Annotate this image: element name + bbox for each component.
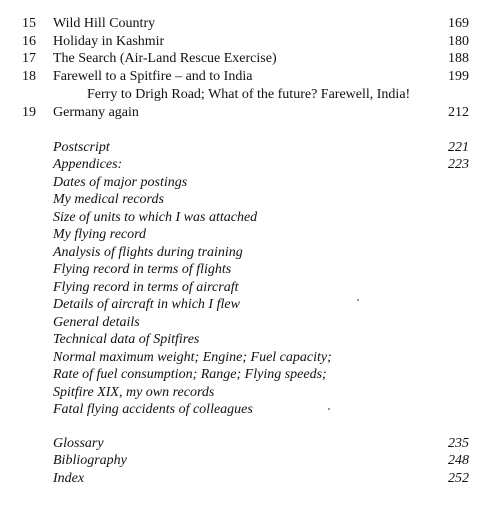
chapter-page: 169 (448, 16, 469, 31)
scan-speck (357, 299, 359, 301)
chapter-number: 18 (22, 69, 36, 84)
section-page: 221 (448, 140, 469, 155)
chapter-page: 188 (448, 51, 469, 66)
chapter-number: 16 (22, 34, 36, 49)
scan-speck (328, 408, 330, 410)
section-page: 235 (448, 436, 469, 451)
section-page: 223 (448, 157, 469, 172)
appendix-item: My medical records (53, 192, 164, 207)
appendix-item: Dates of major postings (53, 175, 188, 190)
chapter-title: Germany again (53, 105, 139, 120)
appendix-item: Fatal flying accidents of colleagues (53, 402, 253, 417)
section-title: Index (53, 471, 85, 486)
chapter-title: Wild Hill Country (53, 16, 156, 31)
appendix-item: Spitfire XIX, my own records (53, 385, 215, 400)
chapter-title: Farewell to a Spitfire – and to India (53, 69, 253, 84)
appendix-item: Normal maximum weight; Engine; Fuel capacity; (53, 350, 332, 365)
chapter-title: The Search (Air-Land Rescue Exercise) (53, 51, 277, 66)
chapter-number: 17 (22, 51, 36, 66)
appendix-item: My flying record (53, 227, 147, 242)
chapter-page: 212 (448, 105, 469, 120)
section-title: Appendices: (53, 157, 123, 172)
appendix-item: Flying record in terms of flights (53, 262, 232, 277)
appendix-item: General details (53, 315, 140, 330)
chapter-number: 15 (22, 16, 36, 31)
appendix-item: Details of aircraft in which I flew (53, 297, 240, 312)
chapter-page: 180 (448, 34, 469, 49)
chapter-title: Holiday in Kashmir (53, 34, 165, 49)
section-page: 252 (448, 471, 469, 486)
section-title: Postscript (53, 140, 110, 155)
chapter-number: 19 (22, 105, 36, 120)
section-page: 248 (448, 453, 469, 468)
appendix-item: Rate of fuel consumption; Range; Flying speeds; (53, 367, 327, 382)
appendix-item: Flying record in terms of aircraft (53, 280, 239, 295)
section-title: Bibliography (53, 453, 127, 468)
chapter-page: 199 (448, 69, 469, 84)
appendix-item: Technical data of Spitfires (53, 332, 200, 347)
appendix-item: Analysis of flights during training (53, 245, 243, 260)
chapter-subtitle: Ferry to Drigh Road; What of the future? Farewell, India! (87, 87, 411, 102)
appendix-item: Size of units to which I was attached (53, 210, 258, 225)
section-title: Glossary (53, 436, 104, 451)
